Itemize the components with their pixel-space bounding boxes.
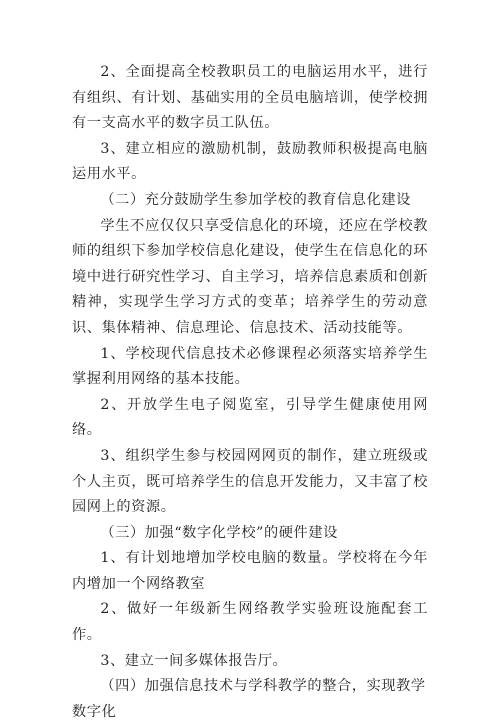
section-heading-hardware: （三）加强“数字化学校”的硬件建设 <box>100 524 338 541</box>
paragraph-freshman-class: 2、做好一年级新生网络教学实验班设施配套工作。 <box>72 601 428 644</box>
document-body <box>72 60 428 725</box>
paragraph-multimedia-hall: 3、建立一间多媒体报告厅。 <box>100 652 288 669</box>
paragraph-student-informatization: 学生不应仅仅只享受信息化的环境，还应在学校教师的组织下参加学校信息化建设，使学生在信息化的环境中进行研究性学习、自主学习，培养信息素质和创新精神，实现学生学习方式的变革；培养学生的劳动意识、集体精神、信息理论、信息技术、活动技能等。 <box>72 217 428 336</box>
section-heading-integration: （四）加强信息技术与学科教学的整合，实现教学数字化 <box>72 678 426 720</box>
paragraph-it-course: 1、学校现代信息技术必修课程必须落实培养学生掌握利用网络的基本技能。 <box>72 345 428 388</box>
paragraph-staff-training: 2、全面提高全校教职员工的电脑运用水平，进行有组织、有计划、基础实用的全员电脑培训，使学校拥有一支高水平的数字员工队伍。 <box>72 64 428 132</box>
paragraph-incentive-mechanism: 3、建立相应的激励机制，鼓励教师积极提高电脑运用水平。 <box>72 140 428 183</box>
paragraph-website-making: 3、组织学生参与校园网网页的制作，建立班级或个人主页，既可培养学生的信息开发能力，又丰富了校园网上的资源。 <box>72 447 428 516</box>
section-heading-student-participation: （二）充分鼓励学生参加学校的教育信息化建设 <box>100 191 411 208</box>
paragraph-reading-room: 2、开放学生电子阅览室，引导学生健康使用网络。 <box>72 396 428 439</box>
paragraph-more-computers: 1、有计划地增加学校电脑的数量。学校将在今年内增加一个网络教室 <box>72 550 428 592</box>
